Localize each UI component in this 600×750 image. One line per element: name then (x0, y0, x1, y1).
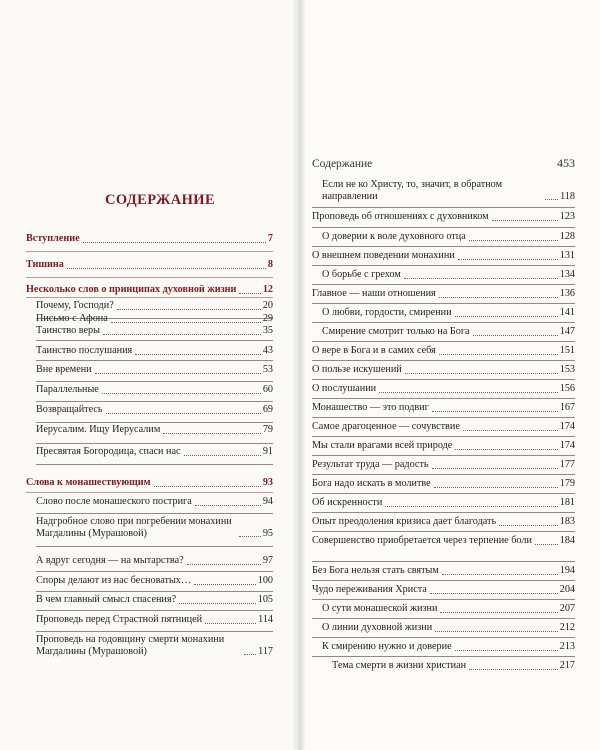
entry-title: Письмо с Афона (36, 313, 108, 324)
divider-rule (312, 618, 575, 619)
divider-rule (36, 422, 273, 423)
toc-entry (36, 424, 273, 437)
entry-title: О внешнем поведении монахини (312, 250, 455, 261)
entry-title: Параллельные (36, 384, 99, 395)
entry-title: Вступление (26, 233, 80, 244)
entry-page: 181 (559, 497, 575, 508)
toc-entry (36, 325, 273, 338)
entry-page: 93 (262, 477, 273, 488)
entry-page: 97 (262, 555, 273, 566)
entry-page: 114 (258, 614, 273, 625)
toc-entry (322, 603, 575, 616)
entry-page: 217 (559, 660, 575, 671)
divider-rule (36, 591, 273, 592)
toc-entry (36, 364, 273, 377)
entry-title: О вере в Бога и в самих себя (312, 345, 436, 356)
dot-leader (117, 309, 261, 310)
toc-entry (36, 313, 273, 326)
divider-rule (36, 571, 273, 572)
entry-page: 69 (262, 404, 273, 415)
divider-rule (36, 360, 273, 361)
toc-entry (36, 384, 273, 397)
entry-page: 207 (559, 603, 575, 614)
divider-rule (312, 531, 575, 532)
dot-leader (455, 316, 558, 317)
entry-title: Таинство послушания (36, 345, 133, 356)
entry-title: Без Бога нельзя стать святым (312, 565, 439, 576)
entry-title: Проповедь перед Страстной пятницей (36, 614, 203, 625)
dot-leader (111, 322, 261, 323)
entry-title: Тема смерти в жизни христиан (332, 660, 467, 671)
divider-rule (312, 303, 575, 304)
entry-page: 35 (262, 325, 273, 336)
toc-entry (322, 179, 575, 203)
entry-page: 95 (262, 527, 273, 539)
page-number: 453 (557, 156, 575, 170)
dot-leader (463, 430, 558, 431)
toc-entry (36, 300, 273, 313)
entry-title: О любви, гордости, смирении (322, 307, 452, 318)
dot-leader (499, 525, 558, 526)
toc-entry (312, 584, 575, 597)
entry-page: 94 (262, 496, 273, 507)
toc-entry (36, 345, 273, 358)
dot-leader (440, 612, 557, 613)
entry-title: В чем главный смысл спасения? (36, 594, 177, 605)
entry-title: Смирение смотрит только на Бога (322, 326, 470, 337)
toc-entry (322, 231, 575, 244)
dot-leader (434, 487, 558, 488)
entry-title: Совершенство приобретается через терпение боли (312, 535, 532, 546)
entry-page: 167 (559, 402, 575, 413)
divider-rule (312, 265, 575, 266)
entry-page: 141 (559, 307, 575, 318)
toc-entry (36, 404, 273, 417)
entry-page: 60 (262, 384, 273, 395)
toc-entry (312, 288, 575, 301)
dot-leader (430, 593, 558, 594)
entry-title: Главное — наши отношения (312, 288, 436, 299)
toc-entry (36, 594, 273, 607)
entry-page: 105 (257, 594, 273, 605)
entry-page: 147 (559, 326, 575, 337)
entry-page: 100 (257, 575, 273, 586)
entry-title: Чудо переживания Христа (312, 584, 427, 595)
dot-leader (83, 242, 266, 243)
divider-rule (26, 297, 273, 298)
entry-page: 134 (559, 269, 575, 280)
dot-leader (179, 603, 256, 604)
dot-leader (385, 506, 557, 507)
toc-entry (322, 307, 575, 320)
entry-page: 79 (262, 424, 273, 435)
dot-leader (469, 669, 558, 670)
entry-page: 194 (559, 565, 575, 576)
toc-entry (36, 496, 273, 509)
toc-entry (322, 622, 575, 635)
entry-page: 91 (262, 446, 273, 457)
divider-rule (36, 546, 273, 547)
toc-entry (312, 516, 575, 529)
divider-rule (36, 464, 273, 465)
dot-leader (405, 373, 558, 374)
running-header: Содержание (312, 158, 373, 170)
dot-leader (103, 334, 261, 335)
toc-entry (36, 516, 273, 540)
toc-entry (312, 250, 575, 263)
divider-rule (312, 246, 575, 247)
entry-title: Возвращайтесь (36, 404, 103, 415)
entry-page: 128 (559, 231, 575, 242)
dot-leader (473, 335, 558, 336)
toc-entry (312, 478, 575, 491)
divider-rule (36, 340, 273, 341)
entry-title: О пользе искушений (312, 364, 402, 375)
dot-leader (545, 199, 558, 200)
toc-section-entry (26, 259, 273, 272)
dot-leader (379, 392, 558, 393)
dot-leader (404, 278, 558, 279)
entry-page: 43 (262, 345, 273, 356)
divider-rule (36, 610, 273, 611)
entry-title: Если не ко Христу, то, значит, в обратном направлении (322, 179, 503, 202)
toc-entry (36, 614, 273, 627)
dot-leader (535, 544, 558, 545)
dot-leader (106, 413, 261, 414)
entry-page: 117 (258, 645, 273, 657)
divider-rule (312, 207, 575, 208)
entry-page: 136 (559, 288, 575, 299)
entry-page: 204 (559, 584, 575, 595)
toc-entry (36, 634, 273, 658)
entry-title: Опыт преодоления кризиса дает благодать (312, 516, 497, 527)
entry-title: Монашество — это подвиг (312, 402, 429, 413)
entry-title: Споры делают из нас бесноватых… (36, 575, 192, 586)
entry-title: Мы стали врагами всей природе (312, 440, 453, 451)
divider-rule (26, 251, 273, 252)
toc-entry (312, 345, 575, 358)
dot-leader (184, 455, 261, 456)
entry-page: 213 (559, 641, 575, 652)
entry-page: 156 (559, 383, 575, 394)
entry-title: Надгробное слово при погребении монахини Магдалины (Мурашовой) (36, 516, 232, 539)
toc-entry (36, 555, 273, 568)
entry-title: О борьбе с грехом (322, 269, 401, 280)
entry-page: 151 (559, 345, 575, 356)
toc-entry (322, 326, 575, 339)
toc-section-entry (26, 284, 273, 297)
dot-leader (439, 354, 558, 355)
entry-page: 177 (559, 459, 575, 470)
entry-title: Результат труда — радость (312, 459, 429, 470)
dot-leader (239, 293, 260, 294)
toc-entry (36, 575, 273, 588)
divider-rule (312, 637, 575, 638)
dot-leader (439, 297, 558, 298)
divider-rule (312, 436, 575, 437)
toc-entry (36, 446, 273, 459)
dot-leader (442, 574, 558, 575)
toc-entry (322, 269, 575, 282)
entry-title: Проповедь на годовщину смерти монахини Магдалины (Мурашовой) (36, 634, 225, 657)
divider-rule (36, 381, 273, 382)
dot-leader (244, 654, 256, 655)
toc-entry (332, 660, 575, 673)
dot-leader (239, 536, 261, 537)
entry-title: О послушании (312, 383, 377, 394)
entry-title: О доверии к воле духовного отца (322, 231, 466, 242)
divider-rule (36, 513, 273, 514)
entry-title: Бога надо искать в молитве (312, 478, 431, 489)
divider-rule (312, 398, 575, 399)
entry-page: 153 (559, 364, 575, 375)
divider-rule (312, 580, 575, 581)
toc-title: СОДЕРЖАНИЕ (104, 192, 216, 208)
toc-entry (312, 211, 575, 224)
entry-title: Пресвятая Богородица, спаси нас (36, 446, 181, 457)
entry-title: Иерусалим. Ищу Иерусалим (36, 424, 161, 435)
entry-page: 20 (262, 300, 273, 311)
entry-page: 212 (559, 622, 575, 633)
entry-title: Почему, Господи? (36, 300, 114, 311)
dot-leader (455, 449, 557, 450)
divider-rule (312, 360, 575, 361)
divider-rule (312, 455, 575, 456)
toc-entry (312, 440, 575, 453)
toc-entry (312, 535, 575, 548)
toc-section-entry (26, 477, 273, 490)
toc-section-entry (26, 233, 273, 246)
divider-rule (312, 512, 575, 513)
entry-title: Несколько слов о принципах духовной жизни (26, 284, 237, 295)
entry-page: 53 (262, 364, 273, 375)
entry-page: 131 (559, 250, 575, 261)
divider-rule (312, 656, 575, 657)
entry-page: 174 (559, 421, 575, 432)
dot-leader (154, 486, 261, 487)
entry-title: Вне времени (36, 364, 92, 375)
dot-leader (67, 268, 266, 269)
dot-leader (458, 259, 558, 260)
dot-leader (135, 354, 261, 355)
dot-leader (194, 584, 256, 585)
dot-leader (95, 373, 261, 374)
dot-leader (187, 564, 261, 565)
entry-page: 123 (559, 211, 575, 222)
divider-rule (312, 599, 575, 600)
toc-entry (312, 459, 575, 472)
entry-page: 12 (262, 284, 273, 295)
book-spine (292, 0, 306, 750)
dot-leader (455, 650, 558, 651)
entry-title: О сути монашеской жизни (322, 603, 438, 614)
divider-rule (312, 417, 575, 418)
entry-page: 183 (559, 516, 575, 527)
toc-entry (312, 402, 575, 415)
divider-rule (312, 227, 575, 228)
entry-title: Самое драгоценное — сочувствие (312, 421, 460, 432)
entry-page: 7 (267, 233, 273, 244)
divider-rule (312, 284, 575, 285)
dot-leader (195, 505, 261, 506)
dot-leader (432, 411, 558, 412)
entry-page: 118 (560, 190, 575, 202)
dot-leader (432, 468, 558, 469)
divider-rule (312, 379, 575, 380)
divider-rule (36, 443, 273, 444)
dot-leader (492, 220, 558, 221)
divider-rule (312, 474, 575, 475)
dot-leader (102, 393, 261, 394)
entry-page: 174 (559, 440, 575, 451)
divider-rule (26, 492, 273, 493)
dot-leader (469, 240, 558, 241)
dot-leader (435, 631, 558, 632)
divider-rule (36, 631, 273, 632)
toc-entry (312, 565, 575, 578)
entry-title: Проповедь об отношениях с духовником (312, 211, 489, 222)
entry-title: Слово после монашеского пострига (36, 496, 192, 507)
entry-page: 29 (262, 313, 273, 324)
entry-page: 184 (559, 535, 575, 546)
toc-entry (312, 364, 575, 377)
toc-entry (312, 497, 575, 510)
entry-title: О линии духовной жизни (322, 622, 433, 633)
divider-rule (36, 401, 273, 402)
entry-title: А вдруг сегодня — на мытарства? (36, 555, 184, 566)
entry-title: Таинство веры (36, 325, 100, 336)
divider-rule (312, 341, 575, 342)
dot-leader (163, 433, 261, 434)
toc-entry (312, 383, 575, 396)
entry-title: Тишина (26, 259, 64, 270)
divider-rule (312, 493, 575, 494)
dot-leader (205, 623, 256, 624)
toc-entry (312, 421, 575, 434)
entry-page: 179 (559, 478, 575, 489)
divider-rule (26, 277, 273, 278)
toc-entry (322, 641, 575, 654)
divider-rule (312, 322, 575, 323)
entry-title: К смирению нужно и доверие (322, 641, 452, 652)
divider-rule (312, 561, 575, 562)
entry-title: Слова к монашествующим (26, 477, 151, 488)
entry-title: Об искренности (312, 497, 383, 508)
entry-page: 8 (267, 259, 273, 270)
